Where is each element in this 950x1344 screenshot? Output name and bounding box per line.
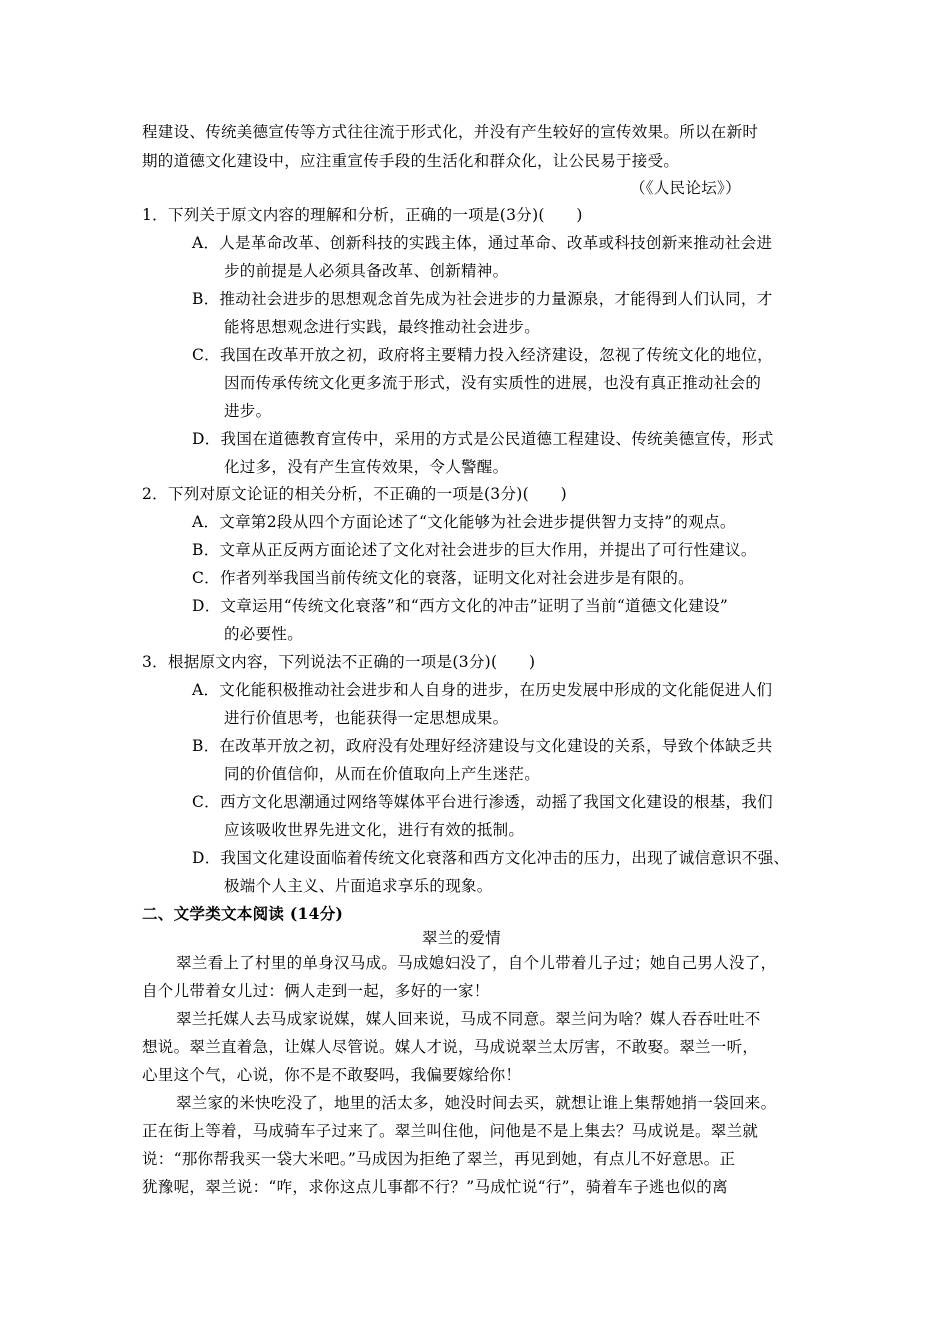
option-line: B．在改革开放之初，政府没有处理好经济建设与文化建设的关系，导致个体缺乏共 — [192, 737, 773, 755]
option-line: A．文章第2段从四个方面论述了“文化能够为社会进步提供智力支持”的观点。 — [192, 513, 736, 531]
option-line: 进步。 — [224, 402, 272, 420]
option-line: D．我国文化建设面临着传统文化衰落和西方文化冲击的压力，出现了诚信意识不强、 — [192, 849, 790, 867]
passage-source: （《人民论坛》） — [630, 179, 741, 197]
option-line: 的必要性。 — [224, 625, 304, 643]
option-line: D．文章运用“传统文化衰落”和“西方文化的冲击”证明了当前“道德文化建设” — [192, 597, 729, 615]
story-title: 翠兰的爱情 — [422, 929, 502, 947]
passage-line: 程建设、传统美德宣传等方式往往流于形式化，并没有产生较好的宣传效果。所以在新时 — [142, 123, 759, 141]
option-line: D．我国在道德教育宣传中，采用的方式是公民道德工程建设、传统美德宣传，形式 — [192, 430, 774, 448]
option-line: 同的价值信仰，从而在价值取向上产生迷茫。 — [224, 765, 541, 783]
option-line: B．推动社会进步的思想观念首先成为社会进步的力量源泉，才能得到人们认同，才 — [192, 290, 773, 308]
story-line: 心里这个气，心说，你不是不敢娶吗，我偏要嫁给你！ — [142, 1066, 522, 1084]
section-heading: 二、文学类文本阅读 (14分) — [142, 904, 344, 923]
story-line: 翠兰家的米快吃没了，地里的活太多，她没时间去买，就想让谁上集帮她捎一袋回来。 — [176, 1094, 777, 1112]
story-line: 自个儿带着女儿过：俩人走到一起，多好的一家！ — [142, 982, 490, 1000]
passage-line: 期的道德文化建设中，应注重宣传手段的生活化和群众化，让公民易于接受。 — [142, 152, 680, 170]
story-line: 翠兰看上了村里的单身汉马成。马成媳妇没了，自个儿带着儿子过；她自己男人没了， — [176, 954, 777, 972]
story-line: 想说。翠兰直着急，让媒人尽管说。媒人才说，马成说翠兰太厉害，不敢娶。翠兰一听， — [142, 1038, 759, 1056]
story-line: 说：“那你帮我买一袋大米吧。”马成因为拒绝了翠兰，再见到她，有点儿不好意思。正 — [142, 1150, 736, 1168]
question-stem: 1．下列关于原文内容的理解和分析，正确的一项是(3分)( ) — [142, 206, 583, 224]
story-line: 犹豫呢，翠兰说：“咋，求你这点儿事都不行？”马成忙说“行”，骑着车子逃也似的离 — [142, 1178, 728, 1196]
option-line: 因而传承传统文化更多流于形式，没有实质性的进展，也没有真正推动社会的 — [224, 374, 762, 392]
question-stem: 3．根据原文内容，下列说法不正确的一项是(3分)( ) — [142, 653, 536, 671]
option-line: 极端个人主义、片面追求享乐的现象。 — [224, 877, 493, 895]
option-line: C．我国在改革开放之初，政府将主要精力投入经济建设，忽视了传统文化的地位， — [192, 346, 773, 364]
story-line: 翠兰托媒人去马成家说媒，媒人回来说，马成不同意。翠兰问为啥？媒人吞吞吐吐不 — [176, 1010, 761, 1028]
option-line: C．西方文化思潮通过网络等媒体平台进行渗透，动摇了我国文化建设的根基，我们 — [192, 793, 773, 811]
option-line: 步的前提是人必须具备改革、创新精神。 — [224, 262, 509, 280]
option-line: A．文化能积极推动社会进步和人自身的进步，在历史发展中形成的文化能促进人们 — [192, 681, 773, 699]
option-line: A．人是革命改革、创新科技的实践主体，通过革命、改革或科技创新来推动社会进 — [192, 234, 773, 252]
question-stem: 2．下列对原文论证的相关分析，不正确的一项是(3分)( ) — [142, 485, 567, 503]
option-line: 应该吸收世界先进文化，进行有效的抵制。 — [224, 821, 525, 839]
story-line: 正在街上等着，马成骑车子过来了。翠兰叫住他，问他是不是上集去？马成说是。翠兰就 — [142, 1122, 759, 1140]
option-line: B．文章从正反两方面论述了文化对社会进步的巨大作用，并提出了可行性建议。 — [192, 541, 757, 559]
option-line: C．作者列举我国当前传统文化的衰落，证明文化对社会进步是有限的。 — [192, 569, 694, 587]
option-line: 进行价值思考，也能获得一定思想成果。 — [224, 709, 509, 727]
option-line: 能将思想观念进行实践，最终推动社会进步。 — [224, 318, 541, 336]
option-line: 化过多，没有产生宣传效果，令人警醒。 — [224, 458, 509, 476]
